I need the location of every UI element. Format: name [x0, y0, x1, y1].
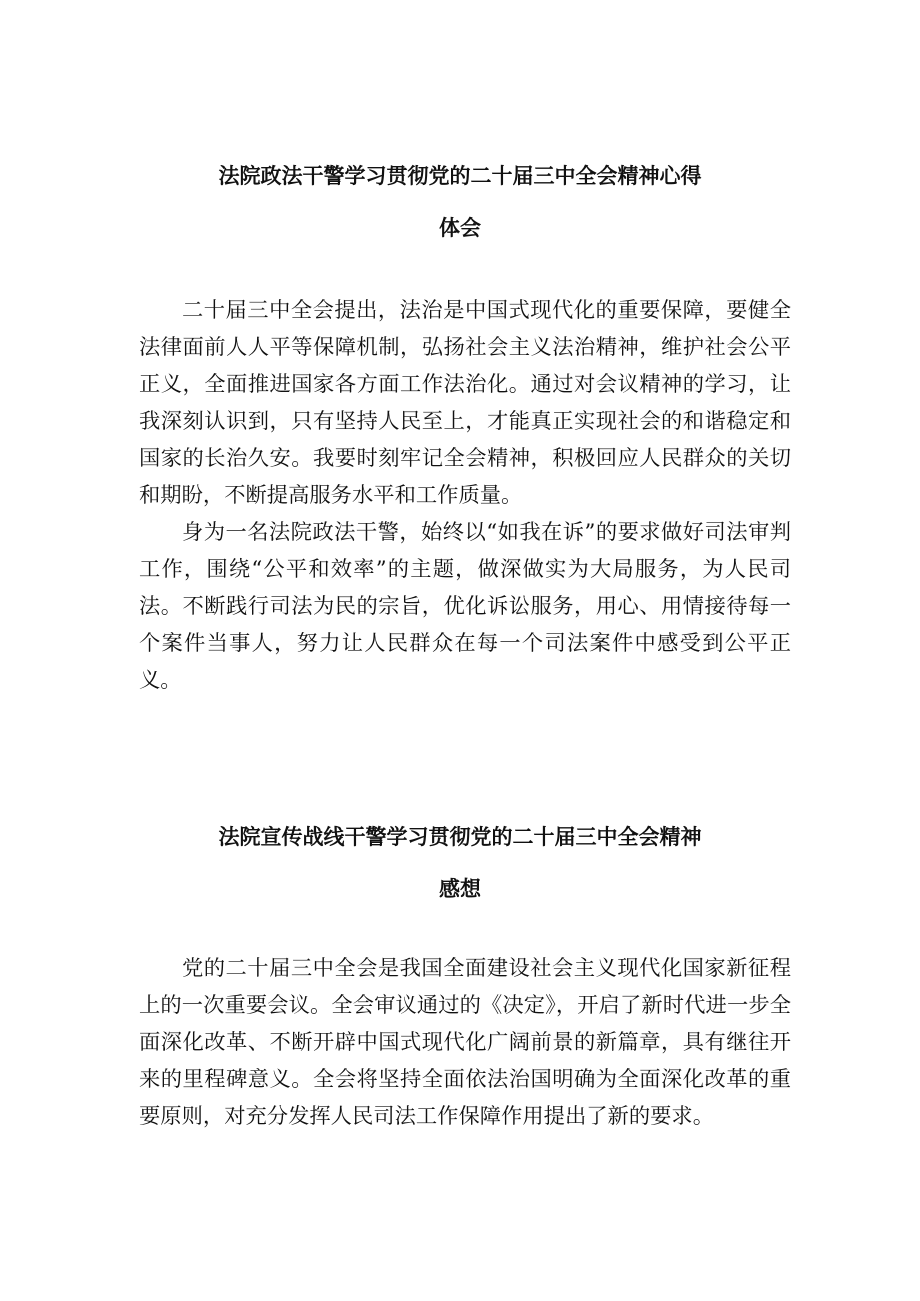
- article-2-body: [0, 950, 920, 1135]
- article-2-title-line-1: 法院宣传战线干警学习贯彻党的二十届三中全会精神: [218, 825, 702, 849]
- article-1-title-line-1: 法院政法干警学习贯彻党的二十届三中全会精神心得: [218, 164, 702, 188]
- article-2-paragraph-1: 党的二十届三中全会是我国全面建设社会主义现代化国家新征程上的一次重要会议。全会审议通过的《决定》，开启了新时代进一步全面深化改革、不断开辟中国式现代化广阔前景的新篇章，具有继往开来的里程碑意义。全会将坚持全面依法治国明确为全面深化改革的重要原则，对充分发挥人民司法工作保障作用提出了新的要求。: [139, 956, 791, 1129]
- article-1-title-line-2: 体会: [439, 216, 481, 240]
- article-1-paragraph-1: 二十届三中全会提出，法治是中国式现代化的重要保障，要健全法律面前人人平等保障机制，弘扬社会主义法治精神，维护社会公平正义，全面推进国家各方面工作法治化。通过对会议精神的学习，让我深刻认识到，只有坚持人民至上，才能真正实现社会的和谐稳定和国家的长治久安。我要时刻牢记全会精神，积极回应人民群众的关切和期盼，不断提高服务水平和工作质量。: [139, 298, 791, 508]
- article-2-title: [0, 811, 920, 915]
- article-2-title-line-2: 感想: [439, 877, 481, 901]
- article-1-paragraph-2: 身为一名法院政法干警，始终以“如我在诉”的要求做好司法审判工作，围绕“公平和效率”的主题，做深做实为大局服务，为人民司法。不断践行司法为民的宗旨，优化诉讼服务，用心、用情接待每一个案件当事人，努力让人民群众在每一个司法案件中感受到公平正义。: [139, 520, 791, 693]
- article-1-body: [0, 292, 920, 699]
- article-1-title: [0, 150, 920, 254]
